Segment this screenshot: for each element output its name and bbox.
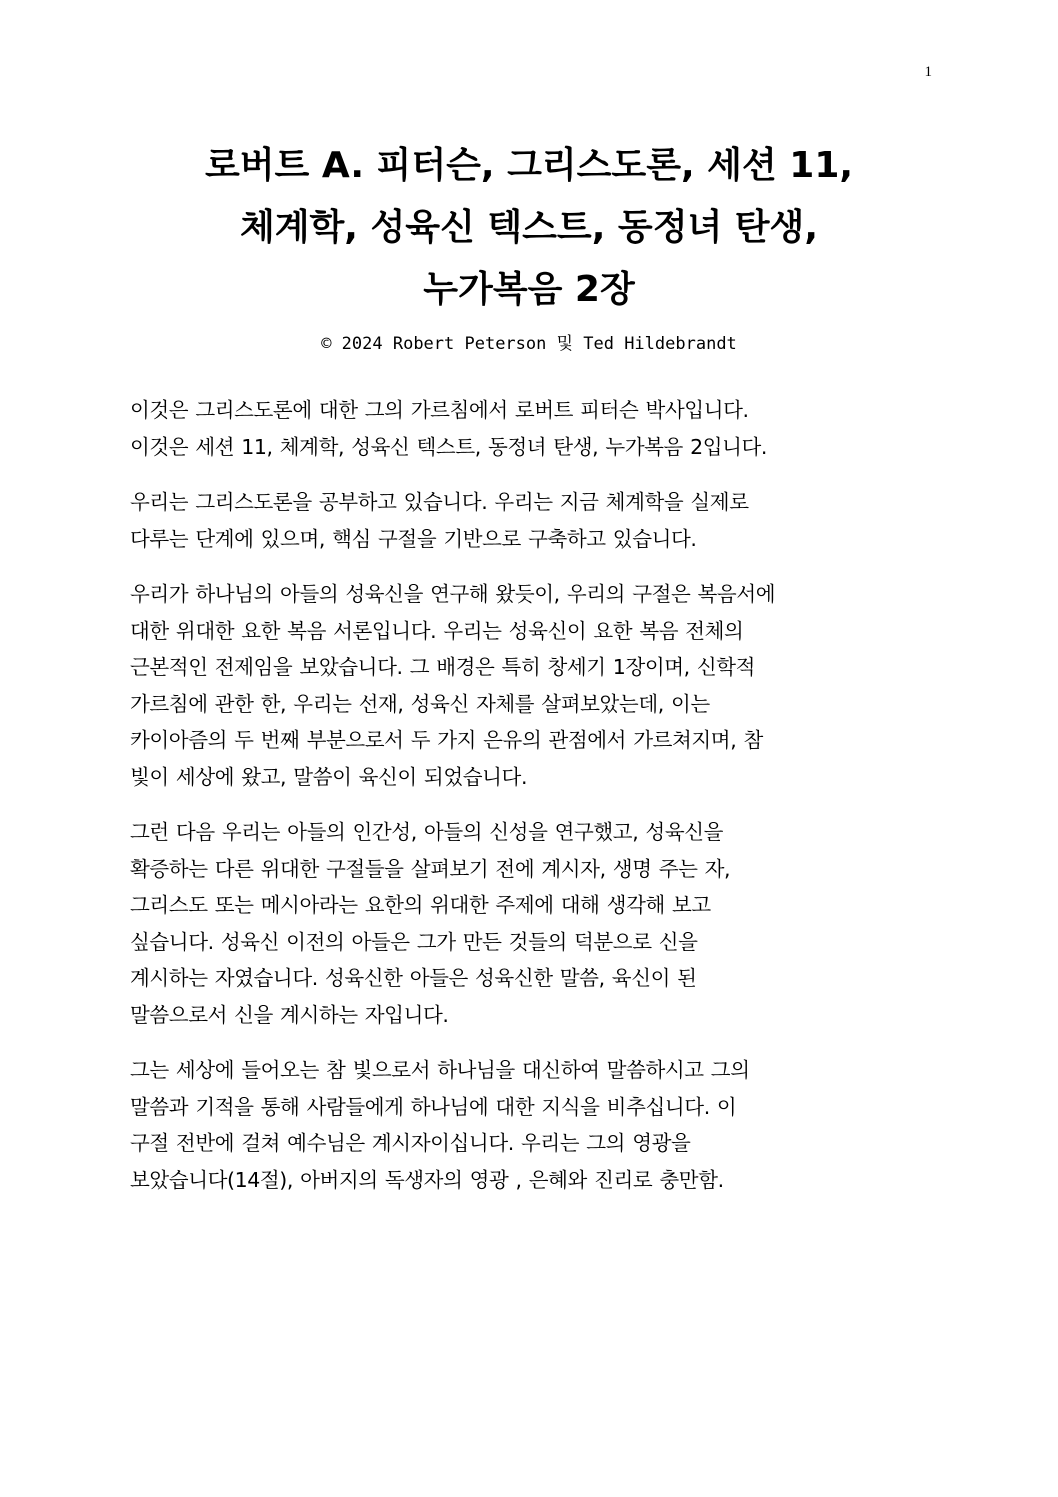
paragraph: [130, 576, 940, 795]
text-line: 계시하는 자였습니다. 성육신한 아들은 성육신한 말씀, 육신이 된: [130, 966, 697, 990]
title-line: 로버트 A. 피터슨, 그리스도론, 세션 11,: [204, 145, 854, 186]
text-line: 그런 다음 우리는 아들의 인간성, 아들의 신성을 연구했고, 성육신을: [130, 820, 724, 844]
paragraph: [130, 392, 940, 465]
paragraph: [130, 814, 940, 1033]
paragraph: [130, 1052, 940, 1198]
text-line: 빛이 세상에 왔고, 말씀이 육신이 되었습니다.: [130, 764, 528, 789]
text-line: 말씀으로서 신을 계시하는 자입니다.: [130, 1002, 449, 1027]
text-line: 우리가 하나님의 아들의 성육신을 연구해 왔듯이, 우리의 구절은 복음서에: [130, 582, 776, 606]
text-line: 카이아즘의 두 번째 부분으로서 두 가지 은유의 관점에서 가르쳐지며, 참: [130, 728, 763, 752]
text-line: 대한 위대한 요한 복음 서론입니다. 우리는 성육신이 요한 복음 전체의: [130, 618, 744, 643]
text-line: 근본적인 전제임을 보았습니다. 그 배경은 특히 창세기 1장이며, 신학적: [130, 655, 756, 679]
text-line: 말씀과 기적을 통해 사람들에게 하나님에 대한 지식을 비추십니다. 이: [130, 1094, 737, 1119]
title-line: 누가복음 2장: [423, 269, 635, 310]
text-line: 그는 세상에 들어오는 참 빛으로서 하나님을 대신하여 말씀하시고 그의: [130, 1058, 750, 1082]
text-line: 보았습니다(14절), 아버지의 독생자의 영광 , 은혜와 진리로 충만함.: [130, 1167, 724, 1192]
text-line: 구절 전반에 걸쳐 예수님은 계시자이십니다. 우리는 그의 영광을: [130, 1131, 691, 1155]
document-title: [0, 135, 1058, 321]
text-line: 다루는 단계에 있으며, 핵심 구절을 기반으로 구축하고 있습니다.: [130, 526, 697, 551]
text-line: 이것은 그리스도론에 대한 그의 가르침에서 로버트 피터슨 박사입니다.: [130, 398, 749, 422]
title-line: 체계학, 성육신 텍스트, 동정녀 탄생,: [239, 207, 819, 248]
text-line: 싶습니다. 성육신 이전의 아들은 그가 만든 것들의 덕분으로 신을: [130, 929, 698, 954]
text-line: 확증하는 다른 위대한 구절들을 살펴보기 전에 계시자, 생명 주는 자,: [130, 856, 731, 881]
text-line: 이것은 세션 11, 체계학, 성육신 텍스트, 동정녀 탄생, 누가복음 2입니다.: [130, 434, 768, 459]
page-number: 1: [924, 64, 932, 80]
text-line: 그리스도 또는 메시아라는 요한의 위대한 주제에 대해 생각해 보고: [130, 893, 711, 917]
copyright-notice: © 2024 Robert Peterson 및 Ted Hildebrandt: [321, 334, 737, 354]
paragraph: [130, 484, 940, 557]
text-line: 가르침에 관한 한, 우리는 선재, 성육신 자체를 살펴보았는데, 이는: [130, 691, 710, 716]
text-line: 우리는 그리스도론을 공부하고 있습니다. 우리는 지금 체계학을 실제로: [130, 490, 749, 514]
document-body: [130, 392, 940, 1217]
